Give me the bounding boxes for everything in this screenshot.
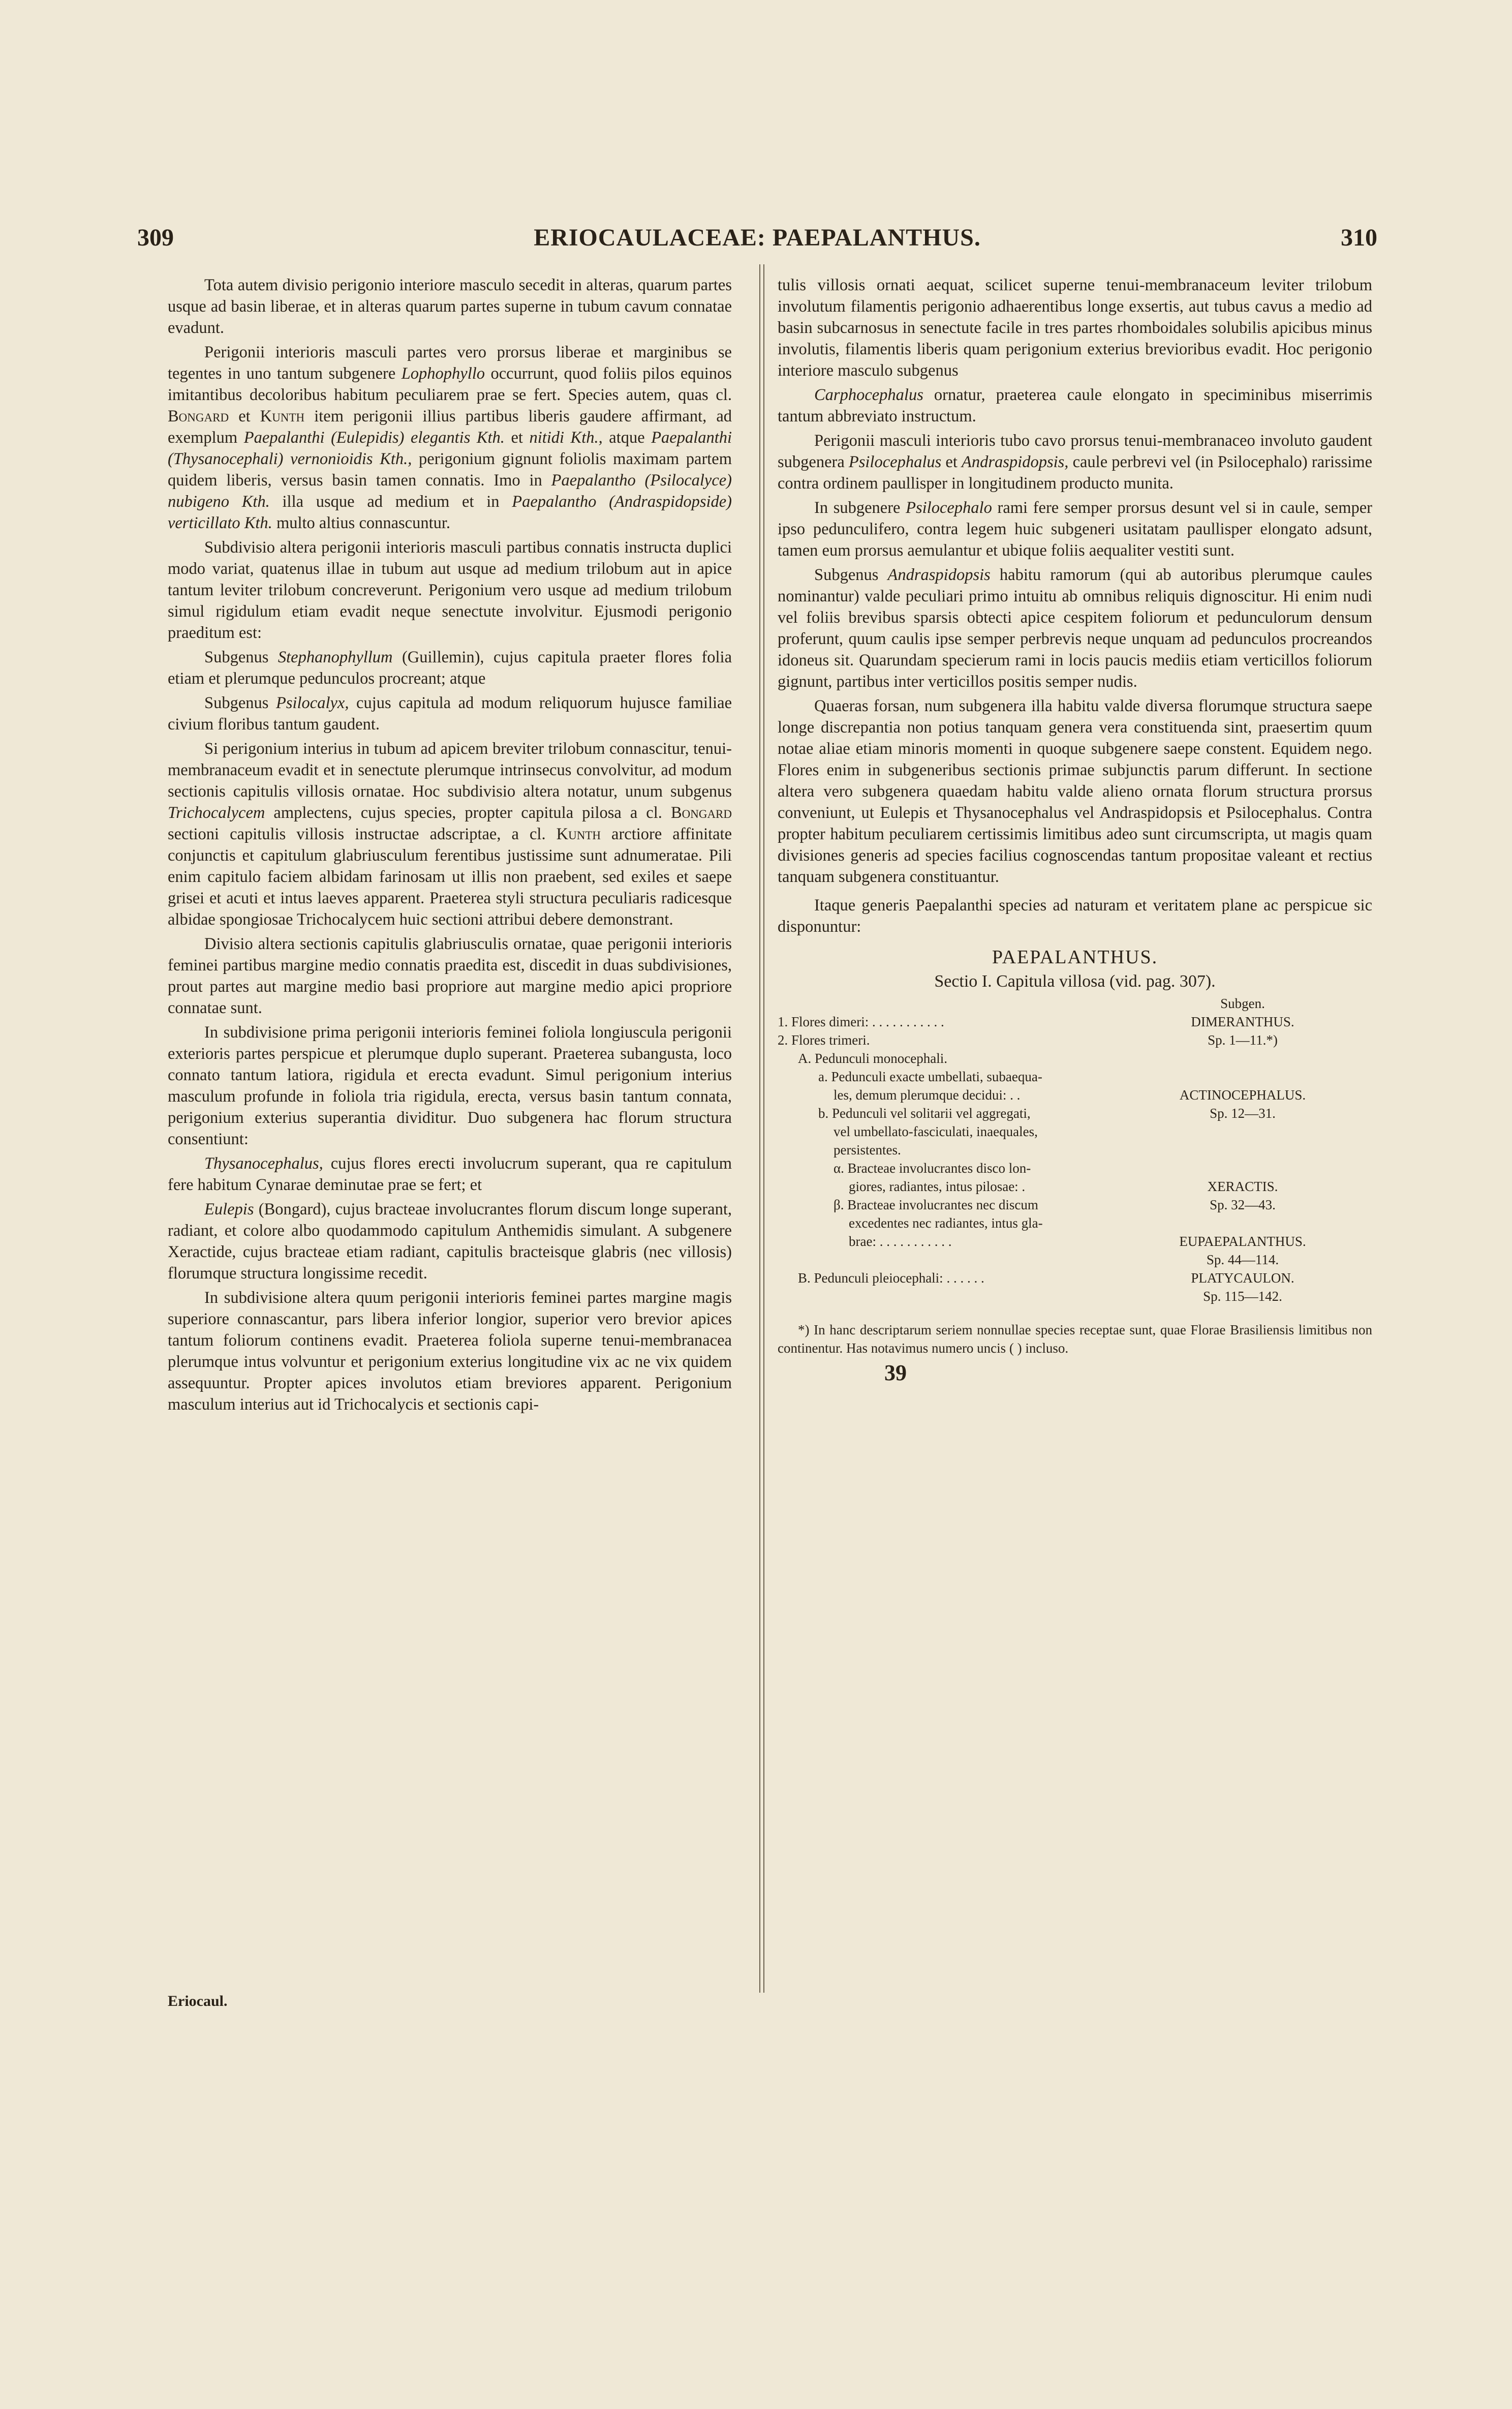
taxon-name: Psilocephalo	[906, 499, 992, 517]
key-row	[778, 1196, 1372, 1214]
text: Perigonii interioris masculi partes vero prorsus liberae et marginibus se tegentes in uno tantum subgenere	[168, 343, 732, 383]
left-column	[168, 275, 732, 1415]
text: item perigonii illius partibus liberis gaudere affirmant, ad exemplum	[168, 407, 732, 447]
key-subgenus: ACTINOCEPHALUS.	[1179, 1087, 1306, 1103]
text: et	[238, 407, 251, 425]
key-text: 1. Flores dimeri: . . . . . . . . . . .	[778, 1014, 944, 1029]
text: cujus flores erecti involucrum superant, qua re capitulum fere habitum Cynarae deminutae prae se fert; et	[168, 1154, 732, 1194]
text: (Bongard), cujus bracteae involucrantes florum discum longe superant, radiant, et colore albo quodammodo capitulum Anthemidis simulant. A subgenere Xeractide, cujus bracteae etiam radiant, capitulis bracteisque glabris (nec villosis) florumque structura longissime recedit.	[168, 1200, 732, 1283]
text: habitu ramorum (qui ab autoribus plerumque caules nominantur) valde peculiari primo intuitu ab omnibus reliquis dignoscitur. Hi enim nudi vel foliis brevibus sparsis obtecti apice cespitem foliorum et pedunculorum densum proferunt, quum caulis ipse semper perbrevis neque unquam ad pedunculos procreandos idoneus sit. Quarundam specierum rami in locis paucis mediis etiam verticillos foliorum gignunt, partibus inter verticillos positis semper nudis.	[778, 566, 1373, 691]
signature-mark: Eriocaul.	[168, 1993, 228, 2009]
text: amplectens, cujus species, propter capitula pilosa a cl.	[273, 804, 662, 822]
page-number-left: 309	[137, 224, 174, 251]
key-text: B. Pedunculi pleiocephali: . . . . . .	[798, 1270, 984, 1286]
paragraph	[778, 430, 1372, 494]
text: In subgenere	[814, 499, 901, 517]
paragraph: Tota autem divisio perigonio interiore masculo secedit in alteras, quarum partes usque ad basin liberae, et in alteras quarum partes superne in tubum cavum connatae evadunt.	[168, 276, 732, 337]
text: atque	[609, 429, 645, 447]
taxon-name: Eulepis	[204, 1200, 254, 1218]
text: illa usque ad medium et in	[282, 493, 500, 511]
key-subgenus: XERACTIS.	[1207, 1179, 1278, 1194]
taxon-name: Psilocalyx,	[275, 694, 349, 712]
key-text: α. Bracteae involucrantes disco lon-	[834, 1161, 1031, 1176]
text: Perigonii masculi interioris tubo cavo prorsus tenui-membranaceo involuto gaudent subgenera	[778, 432, 1372, 471]
text: Subgenus	[204, 648, 269, 666]
paragraph	[778, 497, 1372, 561]
taxon-name: Psilocephalus	[848, 453, 942, 471]
text: Subgenus	[204, 694, 269, 712]
text: multo altius connascuntur.	[276, 514, 451, 532]
taxon-name: Paepalanthi (Eulepidis) elegantis Kth.	[243, 429, 505, 447]
key-species-range: Sp. 12—31.	[1210, 1106, 1276, 1121]
key-text: giores, radiantes, intus pilosae: .	[849, 1179, 1026, 1194]
key-text: vel umbellato-fasciculati, inaequales,	[834, 1124, 1038, 1139]
key-text: b. Pedunculi vel solitarii vel aggregati,	[818, 1106, 1031, 1121]
key-row	[778, 1104, 1372, 1122]
paragraph: Itaque generis Paepalanthi species ad naturam et veritatem plane ac perspicue sic disponuntur:	[778, 896, 1372, 936]
footnote: *) In hanc descriptarum seriem nonnullae species receptae sunt, quae Florae Brasiliensis limitibus non continentur. Has notavimus numero uncis ( ) incluso.	[778, 1322, 1372, 1356]
taxon-name: Paepalantho (Andraspidopside) verticillato Kth.	[168, 493, 732, 532]
taxon-name: Lophophyllo	[401, 364, 485, 383]
signature-number: 39	[884, 1360, 907, 1385]
text: perigonium gignunt foliolis maximam partem quidem liberis, versus basin tamen connatis. Imo in	[168, 450, 732, 490]
taxon-name: Paepalanthi (Thysanocephali) vernonioidis Kth.,	[168, 429, 732, 468]
key-row	[778, 1013, 1372, 1031]
key-species-range: Sp. 115—142.	[1203, 1289, 1282, 1304]
paragraph: In subdivisione prima perigonii interioris feminei foliola longiuscula perigonii exterioris partes perspicue et plerumque duplo superant. Praeterea subangusta, loco connato tantum latiora, rigidula et erecta evadunt. Simul perigonium interius masculum profunde in foliola tria rigidula, erecta, versus basin tantum connata, perigonium exterius superantia dividitur. Duo subgenera hac florum structura consentiunt:	[168, 1023, 732, 1148]
paragraph	[168, 647, 732, 689]
text: (Guillemin), cujus capitula praeter flores folia etiam et plerumque pedunculos procreant; atque	[168, 648, 732, 688]
key-row	[778, 1086, 1372, 1104]
key-row	[778, 1251, 1372, 1269]
taxon-name: Andraspidopsis,	[962, 453, 1069, 471]
key-text: les, demum plerumque decidui: . .	[834, 1087, 1021, 1103]
author-name: Kunth	[260, 407, 305, 425]
key-species-range: Sp. 44—114.	[1206, 1252, 1279, 1267]
author-name: Bongard	[670, 804, 732, 822]
key-row	[778, 1287, 1372, 1305]
key-text: persistentes.	[834, 1142, 901, 1157]
key-subgen-header: Subgen.	[1220, 996, 1265, 1011]
page-number-right: 310	[1341, 224, 1377, 251]
taxon-name: Stephanophyllum	[277, 648, 393, 666]
key-text: 2. Flores trimeri.	[778, 1032, 870, 1048]
paragraph	[168, 1153, 732, 1196]
paragraph: In subdivisione altera quum perigonii interioris feminei partes margine magis superiore connascantur, pars libera inferior longior, superior vero brevior apices tantum foliorum continens evadit. Praeterea foliola superne tenui-membranacea plerumque intus volvuntur et perigonium exterius longitudine vix ac ne vix quidem assequuntur. Propter apices involutos etiam breviores apparent. Perigonium masculum interius aut id Trichocalycis et sectionis capi-	[168, 1289, 732, 1414]
paragraph: Divisio altera sectionis capitulis glabriusculis ornatae, quae perigonii interioris feminei partibus margine medio connatis praedita est, discedit in duas subdivisiones, prout partes aut margine medio basi propriore aut margine medio apici propriore connatae sunt.	[168, 935, 732, 1017]
text: ornatur, praeterea caule elongato in speciminibus miserrimis tantum abbreviato instructum.	[778, 386, 1373, 425]
text: et	[945, 453, 958, 471]
key-row	[778, 1068, 1372, 1086]
paragraph: Quaeras forsan, num subgenera illa habitu valde diversa florumque structura saepe longe discrepantia non potius tanquam genera vera constituenda sint, praesertim quum notae aliae etiam minoris momenti in quoque subgenere saepe constent. Equidem nego. Flores enim in subgeneribus sectionis primae subjunctis parum differunt. In sectione altera vero subgenera quaedam habitu valde alieno ornata florum structura prorsus conveniunt, ut Eulepis et Thysanocephalus vel Andraspidopsis et Psilocephalus. Contra propter habitum peculiarem certissimis limitibus adeo sunt circumscripta, ut magis quam divisiones generis ad species facilius cognoscendas tantum propositae valeant et rectius tanquam subgenera constituantur.	[778, 697, 1372, 886]
key-row	[778, 1214, 1372, 1232]
text: Si perigonium interius in tubum ad apicem breviter trilobum connascitur, tenui-membranaceum evadit et in senectute plerumque intrinsecus convolvitur, ad modum sectionis capitulis villosis ornatae. Hoc subdivisio altera notatur, unum subgenus	[168, 740, 732, 801]
paragraph	[168, 692, 732, 735]
taxon-name: Andraspidopsis	[887, 566, 991, 584]
identification-key	[778, 994, 1372, 1305]
paragraph	[168, 342, 732, 534]
key-subgenus: EUPAEPALANTHUS.	[1179, 1234, 1306, 1249]
paragraph: tulis villosis ornati aequat, scilicet superne tenui-membranaceum leviter trilobum involutum filamentis perigonio adhaerentibus longe exsertis, aut tubus cavus a medio ad basin subcarnosus in senectute facile in tres partes rhomboidales solubilis apicibus minus involutis, filamentis liberis quam perigonium exterius brevioribus evadit. Hoc perigonio interiore masculo subgenus	[778, 276, 1372, 380]
text: Subgenus	[814, 566, 879, 584]
key-row	[778, 1122, 1372, 1141]
paragraph	[168, 1199, 732, 1284]
key-text: brae: . . . . . . . . . . .	[849, 1234, 952, 1249]
text: occurrunt, quod foliis pilos equinos imitantibus decoloribus habitum peculiarem prae se fert. Species autem, quas cl.	[168, 364, 732, 404]
running-header	[137, 224, 1377, 264]
key-text: a. Pedunculi exacte umbellati, subaequa-	[818, 1069, 1042, 1084]
text: arctiore affinitate conjunctis et capitulum glabriusculum ferentibus justissime sunt adnumeratae. Pili enim capitulo faciem albidam farinosam ut illis non praebent, sed exiles et saepe grisei et acuti et intus laeves apparent. Praeterea styli structura peculiaris radicesque albidae spongiosae Trichocalycem huic sectioni attribui debere demonstrant.	[168, 825, 732, 929]
taxon-name: Carphocephalus	[814, 386, 923, 404]
key-row	[778, 1031, 1372, 1049]
taxon-name: Trichocalycem	[168, 804, 265, 822]
paragraph	[778, 564, 1372, 692]
key-row	[778, 1177, 1372, 1196]
taxon-name: nitidi Kth.,	[529, 429, 603, 447]
key-species-range: Sp. 32—43.	[1210, 1197, 1276, 1212]
key-subgenus: DIMERANTHUS.	[1191, 1014, 1294, 1029]
right-column	[778, 275, 1372, 1384]
taxon-name: Thysanocephalus,	[204, 1154, 323, 1173]
key-row	[778, 1232, 1372, 1251]
text: sectioni capitulis villosis instructae adscriptae, a cl.	[168, 825, 546, 843]
taxon-name: Paepalantho (Psilocalyce) nubigeno Kth.	[168, 471, 732, 511]
section-heading: Sectio I. Capitula villosa (vid. pag. 307).	[934, 972, 1216, 991]
key-text: A. Pedunculi monocephali.	[798, 1051, 947, 1066]
key-row	[778, 1049, 1372, 1068]
author-name: Kunth	[556, 825, 601, 843]
key-row	[778, 1269, 1372, 1287]
text: et	[511, 429, 523, 447]
key-row	[778, 1159, 1372, 1177]
paragraph: Subdivisio altera perigonii interioris masculi partibus connatis instructa duplici modo variat, quatenus illae in tubum aut usque ad medium trilobum aut in apice tantum leviter trilobum concreverunt. Perigonium vero usque ad medium trilobum simul rigidulum etiam evadit neque senectute involvitur. Ejusmodi perigonio praeditum est:	[168, 538, 732, 642]
column-divider	[759, 264, 764, 1993]
key-text: excedentes nec radiantes, intus gla-	[849, 1215, 1043, 1231]
text: rami fere semper prorsus desunt vel si in caule, semper ipso pedunculifero, contra legem huic subgeneri usitatam paullisper elongato adsunt, tamen eum prorsus aemulantur et ubique foliis aequaliter vestiti sunt.	[778, 499, 1373, 560]
key-species-range: Sp. 1—11.*)	[1208, 1032, 1278, 1048]
author-name: Bongard	[168, 407, 229, 425]
key-text: β. Bracteae involucrantes nec discum	[834, 1197, 1038, 1212]
key-subgenus: PLATYCAULON.	[1191, 1270, 1294, 1286]
key-row	[778, 1141, 1372, 1159]
text: caule perbrevi vel (in Psilocephalo) rarissime contra ordinem paullisper in longitudinem producto munita.	[778, 453, 1373, 493]
text: cujus capitula ad modum reliquorum hujusce familiae civium floribus tantum gaudent.	[168, 694, 732, 734]
genus-title: PAEPALANTHUS.	[992, 947, 1158, 968]
paragraph	[778, 384, 1372, 427]
paragraph	[168, 738, 732, 930]
running-title: ERIOCAULACEAE: PAEPALANTHUS.	[534, 224, 981, 251]
